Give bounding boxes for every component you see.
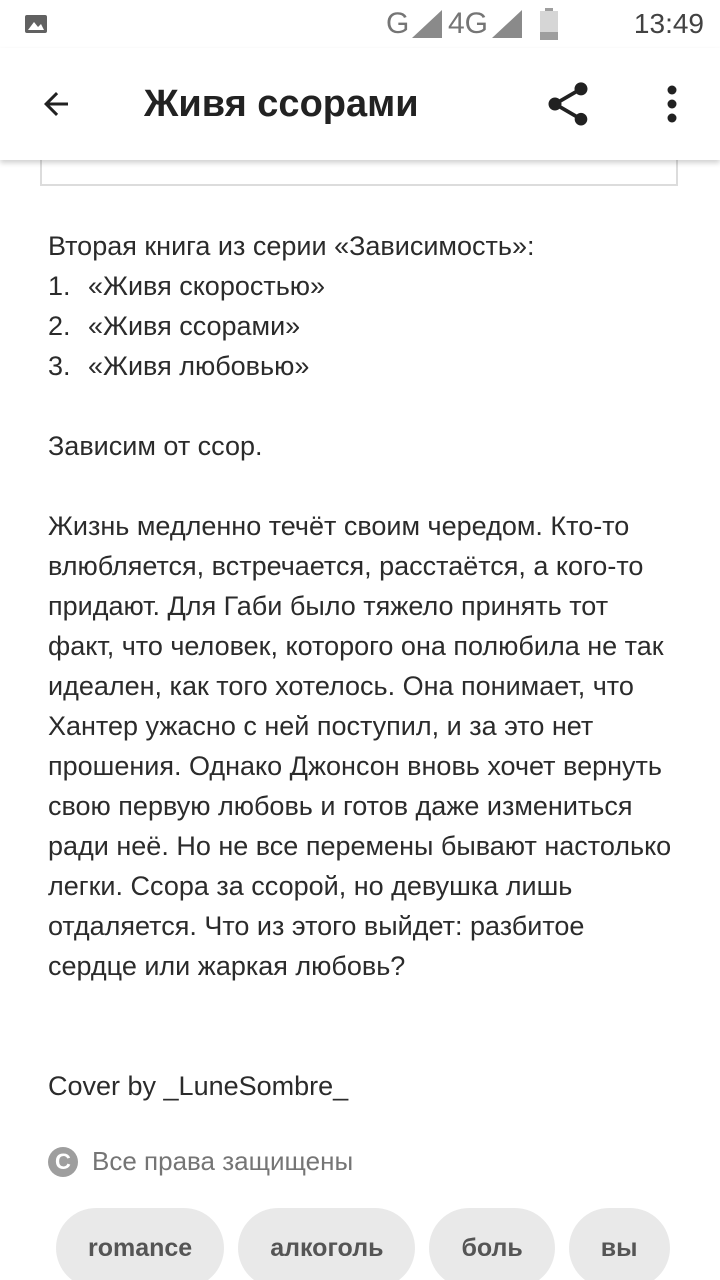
cover-credit: Cover by _LuneSombre_ [48, 1071, 349, 1101]
share-icon [542, 78, 594, 130]
more-options-button[interactable] [648, 72, 696, 136]
status-bar [0, 0, 720, 48]
series-title: «Живя скоростью» [88, 271, 326, 301]
story-description [48, 226, 688, 1106]
page-title: Живя ссорами [144, 83, 419, 125]
network-type-g: G [386, 7, 410, 40]
app-bar [0, 48, 720, 160]
battery-icon [540, 8, 558, 40]
series-title: «Живя ссорами» [88, 311, 301, 341]
tag-chip[interactable]: romance [56, 1208, 224, 1280]
tag-chip[interactable]: вы [569, 1208, 670, 1280]
tag-chip[interactable]: боль [429, 1208, 554, 1280]
series-list-item: 3. «Живя любовью» [48, 346, 688, 386]
copyright-text: Все права защищены [92, 1146, 354, 1176]
series-list-item: 1. «Живя скоростью» [48, 266, 688, 306]
tag-list [56, 1208, 688, 1280]
arrow-left-icon [38, 86, 74, 122]
tagline: Зависим от ссор. [48, 431, 263, 461]
series-intro: Вторая книга из серии «Зависимость»: [48, 231, 535, 261]
back-button[interactable] [28, 76, 84, 132]
clock: 13:49 [633, 8, 704, 39]
image-notification-icon [24, 12, 48, 36]
tag-chip[interactable]: алкоголь [238, 1208, 415, 1280]
summary: Жизнь медленно течёт своим чередом. Кто-то влюбляется, встречается, расстаётся, а кого-то придают. Для Габи было тяжело принять тот факт, что человек, которого она полюбила не так идеален, как того хотелось. Она понимает, что Хантер ужасно с ней поступил, и за это нет прошения. Однако Джонсон вновь хочет вернуть свою первую любовь и готов даже измениться ради неё. Но не все перемены бывают настолько легки. Ссора за ссорой, но девушка лишь отдаляется. Что из этого выйдет: разбитое сердце или жаркая любовь? [48, 511, 672, 981]
signal-icon-2 [492, 10, 522, 38]
series-list-item: 2. «Живя ссорами» [48, 306, 688, 346]
more-vert-icon [666, 84, 678, 124]
series-title: «Живя любовью» [88, 351, 310, 381]
share-button[interactable] [536, 72, 600, 136]
copyright-icon: C [48, 1147, 78, 1177]
signal-icon [412, 10, 442, 38]
copyright-notice [48, 1146, 353, 1177]
network-type-4g: 4G [448, 7, 489, 40]
